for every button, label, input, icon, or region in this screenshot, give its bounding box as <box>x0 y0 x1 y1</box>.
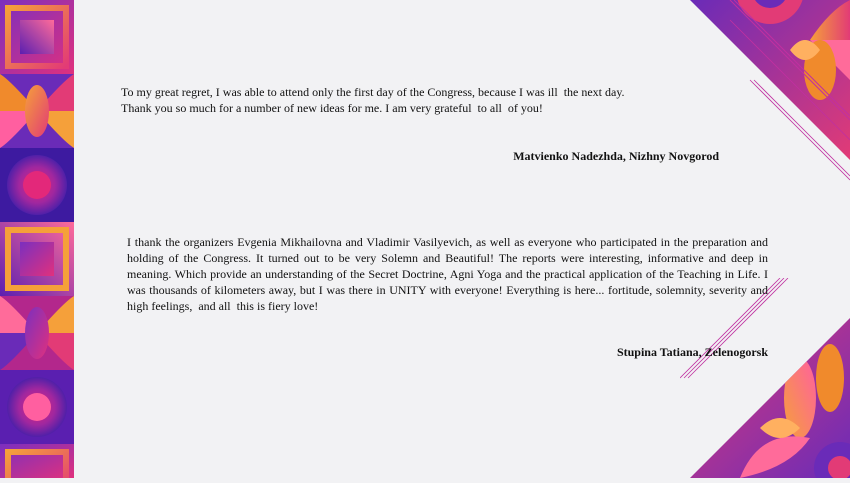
testimonial-2-text: I thank the organizers Evgenia Mikhailovna and Vladimir Vasilyevich, as well as everyone who participated in the preparation and holding of the Congress. It turned out to be very Solemn and Beautiful! The reports were interesting, informative and deep in meaning. Which provide an understanding of the Secret Doctrine, Agni Yoga and the practical application of the Teaching in Life. I was thousands of kilometers away, but I was there in UNITY with everyone! Everything is here... fortitude, solemnity, severity and high feelings, and all this is fiery love! <box>127 235 771 313</box>
corner-pattern-top <box>690 0 850 200</box>
testimonial-1-line-2: Thank you so much for a number of new ideas for me. I am very grateful to all of you! <box>121 101 543 115</box>
decorative-pattern <box>0 0 74 478</box>
testimonial-2-author: Stupina Tatiana, Zelenogorsk <box>616 345 768 359</box>
testimonial-1 <box>121 84 681 116</box>
top-right-decoration <box>690 0 850 200</box>
testimonial-1-line-1: To my great regret, I was able to attend only the first day of the Congress, because I was ill the next day. <box>121 85 625 99</box>
testimonial-1-author: Matvienko Nadezhda, Nizhny Novgorod <box>513 149 719 163</box>
left-decorative-strip <box>0 0 74 478</box>
testimonial-2 <box>127 234 771 314</box>
